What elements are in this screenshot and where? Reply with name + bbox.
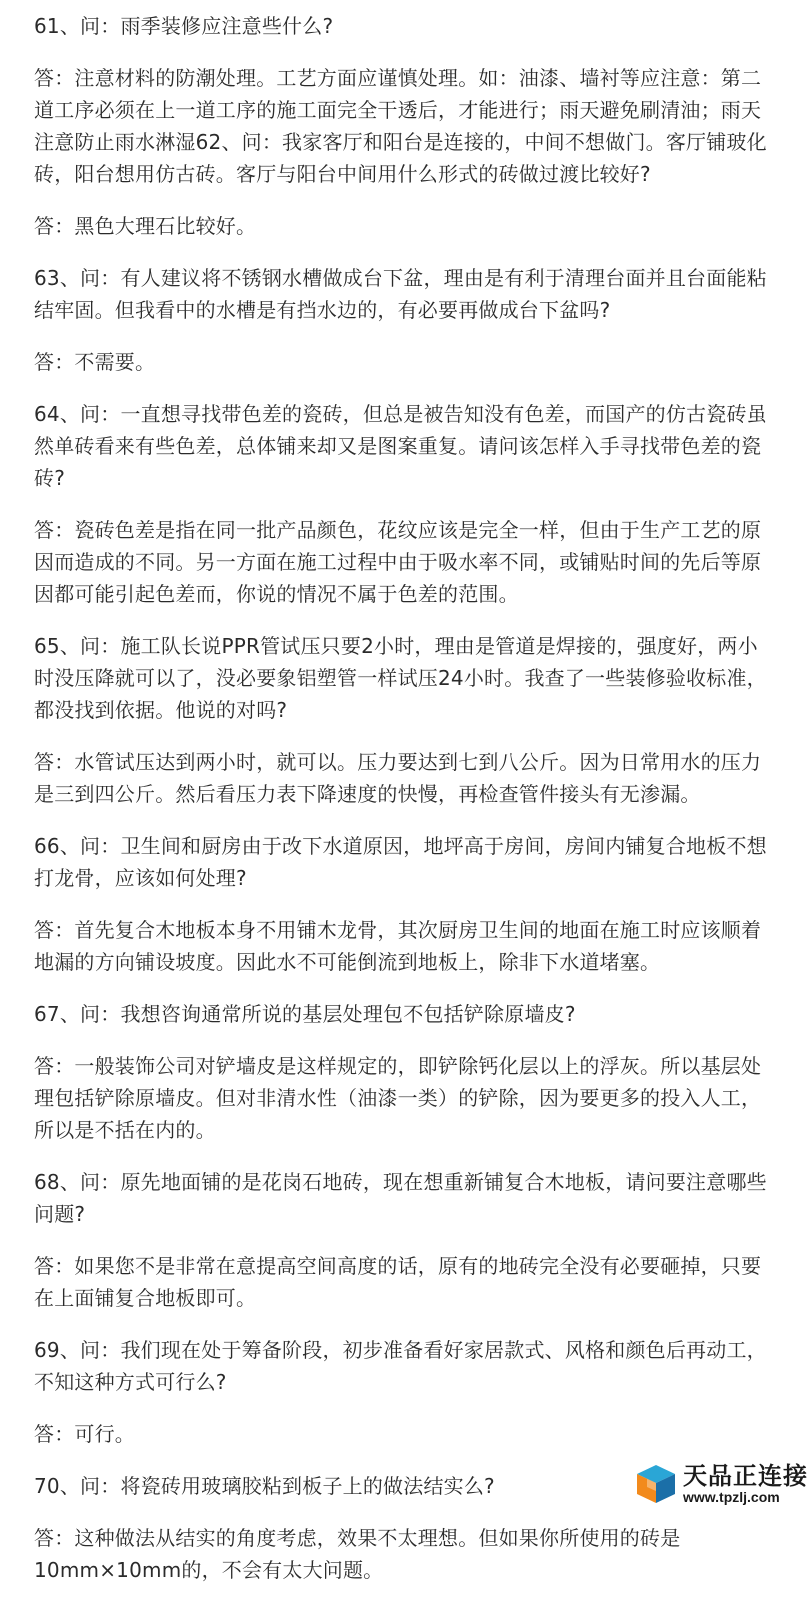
qa-paragraph: 70、问：将瓷砖用玻璃胶粘到板子上的做法结实么? [34, 1474, 495, 1498]
qa-paragraph: 66、问：卫生间和厨房由于改下水道原因，地坪高于房间，房间内铺复合地板不想打龙骨，应该如何处理? [34, 834, 767, 890]
qa-paragraph: 68、问：原先地面铺的是花岗石地砖，现在想重新铺复合木地板，请问要注意哪些问题? [34, 1170, 767, 1226]
qa-paragraph: 69、问：我们现在处于筹备阶段，初步准备看好家居款式、风格和颜色后再动工，不知这种方式可行么? [34, 1338, 767, 1394]
cube-logo-icon [633, 1461, 679, 1507]
qa-paragraph: 答：这种做法从结实的角度考虑，效果不太理想。但如果你所使用的砖是10mm×10mm的，不会有太大问题。 [34, 1526, 681, 1582]
qa-paragraph: 答：水管试压达到两小时，就可以。压力要达到七到八公斤。因为日常用水的压力是三到四公斤。然后看压力表下降速度的快慢，再检查管件接头有无渗漏。 [34, 750, 762, 806]
qa-paragraph: 61、问：雨季装修应注意些什么? [34, 14, 334, 38]
qa-paragraph: 答：不需要。 [34, 350, 156, 374]
watermark-name: 天品正连接 [683, 1462, 808, 1491]
qa-paragraph: 答：瓷砖色差是指在同一批产品颜色，花纹应该是完全一样，但由于生产工艺的原因而造成的不同。另一方面在施工过程中由于吸水率不同，或铺贴时间的先后等原因都可能引起色差而，你说的情况不属于色差的范围。 [34, 518, 762, 606]
qa-paragraph: 67、问：我想咨询通常所说的基层处理包不包括铲除原墙皮? [34, 1002, 576, 1026]
qa-paragraph: 答：首先复合木地板本身不用铺木龙骨，其次厨房卫生间的地面在施工时应该顺着地漏的方向铺设坡度。因此水不可能倒流到地板上，除非下水道堵塞。 [34, 918, 762, 974]
article-body [34, 10, 774, 1606]
qa-paragraph: 63、问：有人建议将不锈钢水槽做成台下盆，理由是有利于清理台面并且台面能粘结牢固。但我看中的水槽是有挡水边的，有必要再做成台下盆吗? [34, 266, 767, 322]
qa-paragraph: 答：注意材料的防潮处理。工艺方面应谨慎处理。如：油漆、墙衬等应注意：第二道工序必须在上一道工序的施工面完全干透后，才能进行；雨天避免刷清油；雨天注意防止雨水淋湿62、问：我家客厅和阳台是连接的，中间不想做门。客厅铺玻化砖，阳台想用仿古砖。客厅与阳台中间用什么形式的砖做过渡比较好? [34, 66, 767, 186]
qa-paragraph: 64、问：一直想寻找带色差的瓷砖，但总是被告知没有色差，而国产的仿古瓷砖虽然单砖看来有些色差，总体铺来却又是图案重复。请问该怎样入手寻找带色差的瓷砖? [34, 402, 767, 490]
qa-paragraph: 65、问：施工队长说PPR管试压只要2小时，理由是管道是焊接的，强度好，两小时没压降就可以了，没必要象铝塑管一样试压24小时。我查了一些装修验收标准，都没找到依据。他说的对吗? [34, 634, 767, 722]
qa-paragraph: 答：一般装饰公司对铲墙皮是这样规定的，即铲除钙化层以上的浮灰。所以基层处理包括铲除原墙皮。但对非清水性（油漆一类）的铲除，因为要更多的投入人工，所以是不括在内的。 [34, 1054, 762, 1142]
qa-paragraph: 答：可行。 [34, 1422, 135, 1446]
watermark-url: www.tpzlj.com [683, 1488, 780, 1505]
qa-paragraph: 答：黑色大理石比较好。 [34, 214, 257, 238]
qa-paragraph: 答：如果您不是非常在意提高空间高度的话，原有的地砖完全没有必要砸掉，只要在上面铺复合地板即可。 [34, 1254, 762, 1310]
watermark [633, 1461, 808, 1507]
